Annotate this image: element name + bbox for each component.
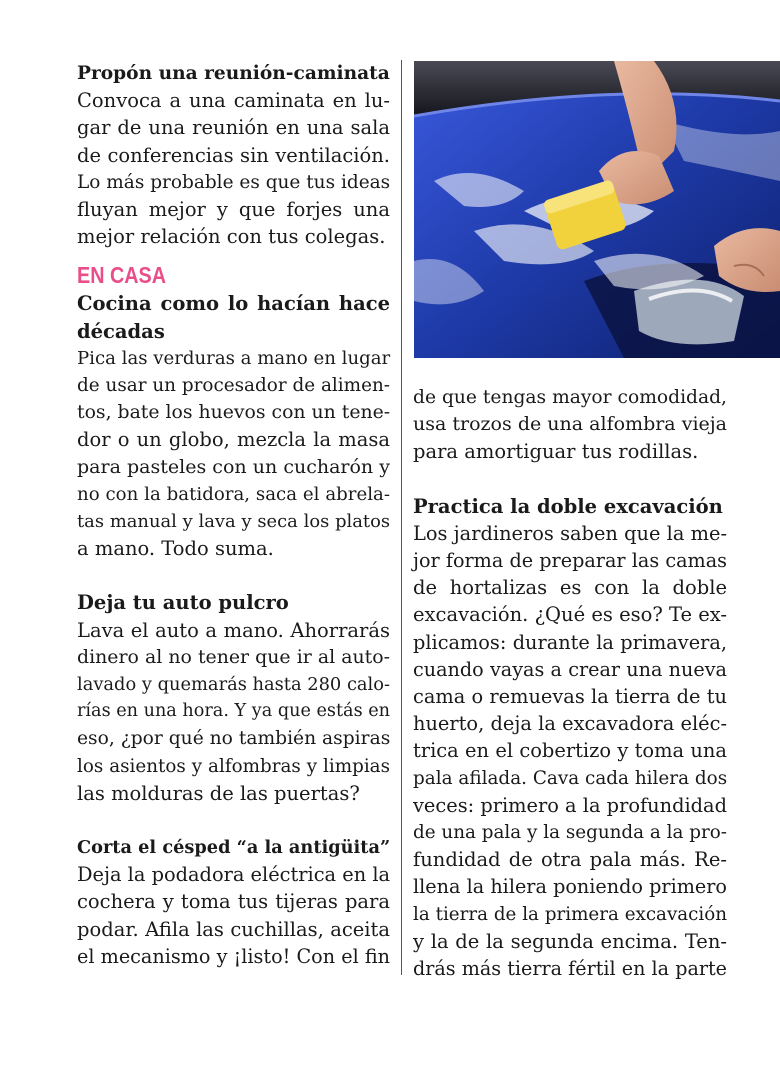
paragraph-line: Lo más probable es que tus ideas	[77, 171, 391, 193]
paragraph-line: los asientos y alfombras y limpias	[77, 755, 390, 777]
left-column	[77, 60, 390, 970]
paragraph-line: las molduras de las puertas?	[77, 781, 360, 805]
paragraph-line: mejor relación con tus colegas.	[77, 225, 386, 249]
heading-double-digging: Practica la doble excavación	[413, 494, 723, 518]
heading-clean-car: Deja tu auto pulcro	[77, 591, 289, 615]
paragraph-line: fluyan mejor y que forjes una	[77, 198, 390, 222]
heading-walking-meeting: Propón una reunión-caminata	[77, 63, 390, 84]
paragraph-line: usa trozos de una alfombra vieja	[413, 413, 727, 436]
paragraph-line: dor o un globo, mezcla la masa	[77, 428, 390, 452]
paragraph-line: de hortalizas es con la doble	[413, 576, 727, 600]
column-divider	[401, 60, 402, 975]
paragraph-line: cama o remuevas la tierra de tu	[413, 685, 727, 709]
right-column	[413, 384, 727, 982]
paragraph-line: gar de una reunión en una sala	[77, 116, 390, 140]
paragraph-line: excavación. ¿Qué es eso? Te ex-	[413, 603, 728, 627]
paragraph-line: eso, ¿por qué no también aspiras	[77, 728, 391, 750]
paragraph-line: a mano. Todo suma.	[77, 537, 274, 561]
paragraph-line: rías en una hora. Y ya que estás en	[77, 701, 390, 722]
paragraph-line: la tierra de la primera excavación	[413, 903, 727, 925]
paragraph-line: tas manual y lava y seca los platos	[77, 511, 390, 533]
paragraph-line: podar. Afila las cuchillas, aceita	[77, 917, 390, 941]
paragraph-line: Convoca a una caminata en lu-	[77, 89, 390, 113]
paragraph-line: veces: primero a la profundidad	[413, 793, 727, 817]
paragraph-line: jor forma de preparar las camas	[413, 549, 727, 573]
paragraph-line: para amortiguar tus rodillas.	[413, 440, 699, 464]
paragraph-line: cochera y toma tus tijeras para	[77, 890, 390, 914]
heading-mow-lawn: Corta el césped “a la antigüita”	[77, 837, 391, 859]
paragraph-line: Deja la podadora eléctrica en la	[77, 863, 391, 887]
paragraph-line: Los jardineros saben que la me-	[413, 521, 727, 545]
paragraph-line: fundidad de otra pala más. Re-	[413, 848, 727, 872]
paragraph-line: Lava el auto a mano. Ahorrarás	[77, 618, 390, 642]
paragraph-line: no con la batidora, saca el abrela-	[77, 483, 390, 505]
paragraph-line: plicamos: durante la primavera,	[413, 630, 727, 654]
paragraph-line: trica en el cobertizo y toma una	[413, 739, 727, 763]
paragraph-line: dinero al no tener que ir al auto-	[77, 645, 390, 668]
paragraph-line: huerto, deja la excavadora eléc-	[413, 712, 727, 736]
paragraph-line: de conferencias sin ventilación.	[77, 143, 390, 167]
paragraph-line: drás más tierra fértil en la parte	[413, 957, 727, 981]
paragraph-line: tos, bate los huevos con un tene-	[77, 402, 391, 424]
car-washing-photo	[414, 61, 780, 358]
paragraph-line: de que tengas mayor comodidad,	[413, 387, 727, 408]
paragraph-line: cuando vayas a crear una nueva	[413, 657, 727, 681]
paragraph-line: para pasteles con un cucharón y	[77, 455, 390, 478]
paragraph-line: lavado y quemarás hasta 280 calo-	[77, 674, 391, 696]
paragraph-line: Pica las verduras a mano en lugar	[77, 347, 391, 369]
paragraph-line: de usar un procesador de alimen-	[77, 375, 390, 397]
heading-cook-old-way-2: décadas	[77, 319, 165, 343]
heading-cook-old-way: Cocina como lo hacían hace	[77, 292, 390, 316]
paragraph-line: el mecanismo y ¡listo! Con el fin	[77, 944, 390, 968]
paragraph-line: pala afilada. Cava cada hilera dos	[413, 767, 728, 789]
paragraph-line: y la de la segunda encima. Ten-	[413, 929, 727, 953]
paragraph-line: llena la hilera poniendo primero	[413, 875, 727, 899]
section-title-en-casa: EN CASA	[77, 262, 167, 289]
paragraph-line: de una pala y la segunda a la pro-	[413, 822, 728, 844]
